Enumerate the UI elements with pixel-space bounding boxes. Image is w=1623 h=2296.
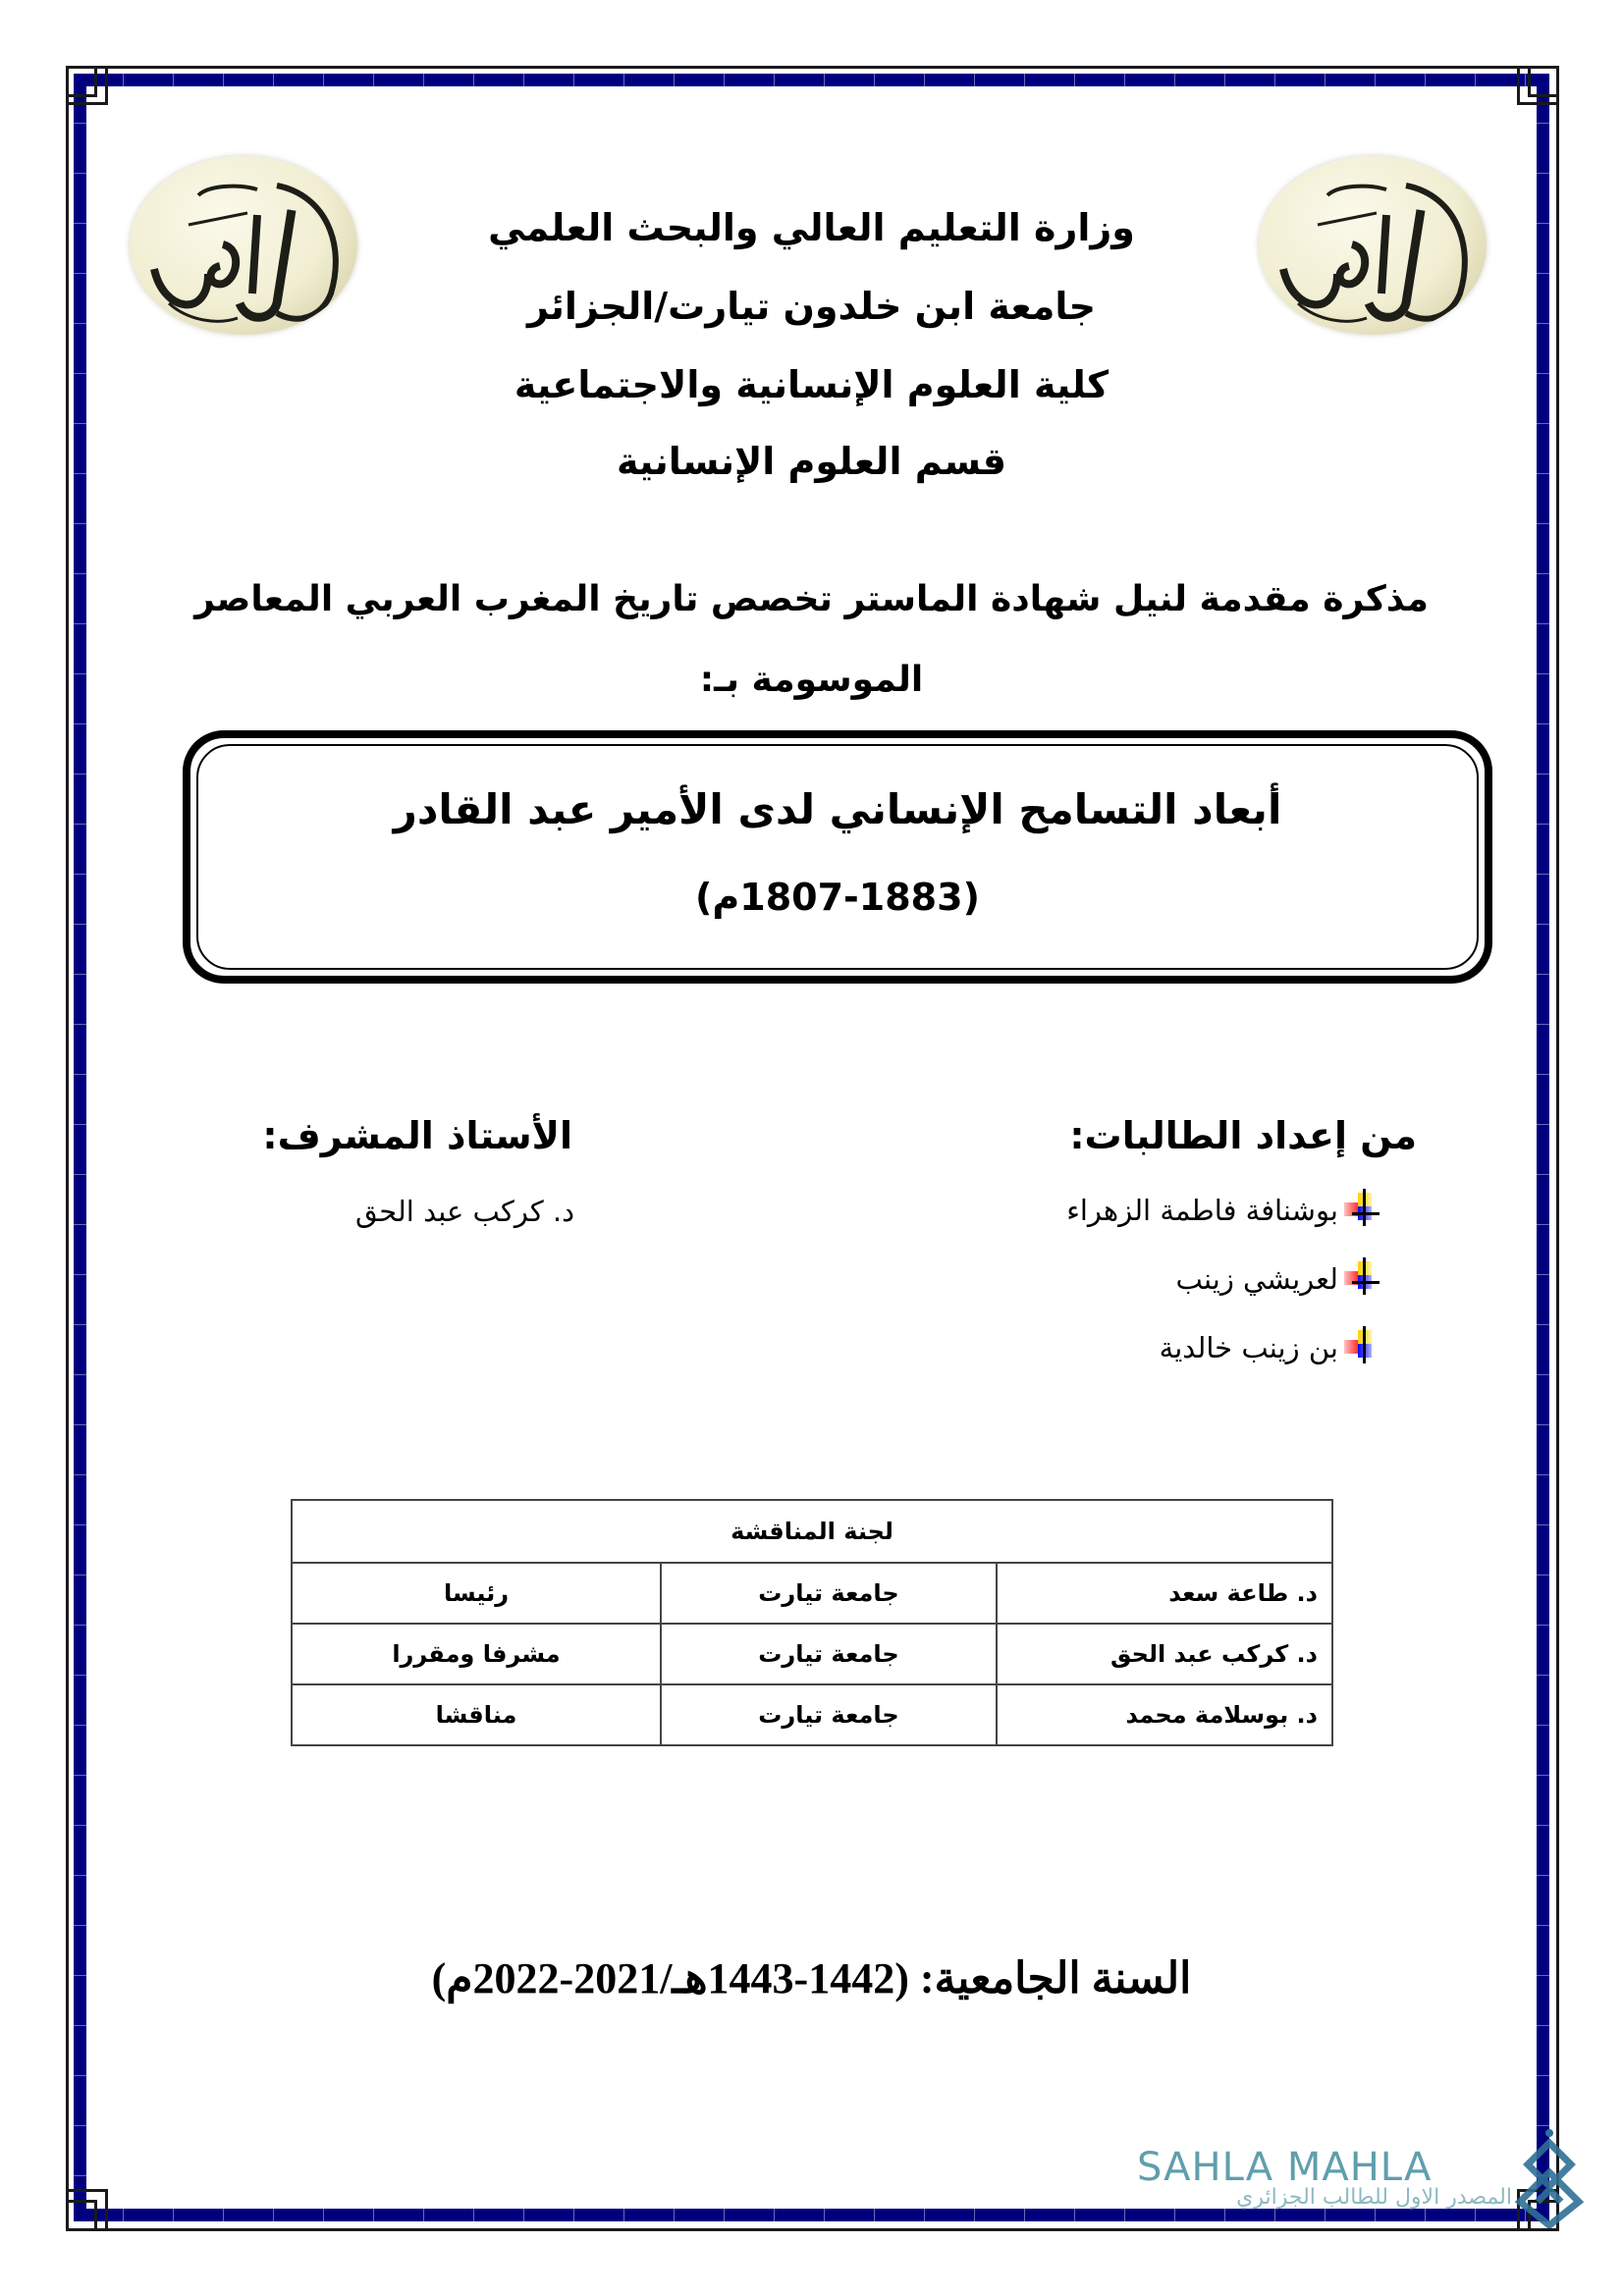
member-role: مشرفا ومقررا bbox=[292, 1624, 661, 1684]
colored-square-bullet-icon bbox=[1344, 1261, 1380, 1297]
member-university: جامعة تيارت bbox=[661, 1684, 997, 1745]
member-role: رئيسا bbox=[292, 1563, 661, 1624]
students-label: من إعداد الطالبات: bbox=[1069, 1114, 1417, 1157]
member-university: جامعة تيارت bbox=[661, 1624, 997, 1684]
member-role: مناقشا bbox=[292, 1684, 661, 1745]
frame-corner-ornament bbox=[66, 66, 108, 105]
ministry-name: وزارة التعليم العالي والبحث العلمي bbox=[488, 206, 1135, 249]
thesis-title: أبعاد التسامح الإنساني لدى الأمير عبد القادر bbox=[393, 785, 1282, 833]
university-name: جامعة ابن خلدون تيارت/الجزائر bbox=[527, 285, 1096, 328]
member-name: د. طاعة سعد bbox=[997, 1563, 1332, 1624]
member-name: د. كركب عبد الحق bbox=[997, 1624, 1332, 1684]
member-university: جامعة تيارت bbox=[661, 1563, 997, 1624]
watermark-subtitle: المصدر الاول للطالب الجزائري bbox=[1236, 2185, 1512, 2210]
table-row bbox=[292, 1563, 1332, 1624]
thesis-title-box bbox=[183, 730, 1492, 984]
colored-square-bullet-icon bbox=[1344, 1330, 1380, 1365]
thesis-years: (1807-1883م) bbox=[695, 876, 980, 919]
frame-band-top bbox=[74, 74, 1549, 86]
student-item bbox=[1160, 1330, 1380, 1365]
colored-square-bullet-icon bbox=[1344, 1193, 1380, 1228]
committee-table bbox=[291, 1499, 1333, 1746]
supervisor-name: د. كركب عبد الحق bbox=[355, 1195, 574, 1228]
table-row bbox=[292, 1684, 1332, 1745]
faculty-name: كلية العلوم الإنسانية والاجتماعية bbox=[514, 363, 1109, 406]
department-name: قسم العلوم الإنسانية bbox=[616, 440, 1007, 483]
student-item bbox=[1066, 1193, 1380, 1228]
committee-header-row bbox=[292, 1500, 1332, 1563]
student-name: لعريشي زينب bbox=[1175, 1262, 1338, 1296]
student-name: بن زينب خالدية bbox=[1159, 1331, 1338, 1364]
table-row bbox=[292, 1624, 1332, 1684]
student-name: بوشنافة فاطمة الزهراء bbox=[1066, 1194, 1338, 1227]
sahla-mahla-emblem-icon bbox=[1510, 2125, 1589, 2228]
watermark-title: SAHLA MAHLA bbox=[1137, 2145, 1433, 2190]
academic-year: السنة الجامعية: (1442-1443هـ/2021-2022م) bbox=[431, 1954, 1192, 2002]
member-name: د. بوسلامة محمد bbox=[997, 1684, 1332, 1745]
memo-description: مذكرة مقدمة لنيل شهادة الماستر تخصص تاريخ المغرب العربي المعاصر bbox=[194, 579, 1429, 619]
frame-band-bottom bbox=[74, 2209, 1549, 2221]
supervisor-label: الأستاذ المشرف: bbox=[262, 1114, 572, 1157]
committee-title: لجنة المناقشة bbox=[292, 1500, 1332, 1563]
frame-corner-ornament bbox=[1517, 66, 1559, 105]
frame-corner-ornament bbox=[66, 2189, 108, 2231]
thesis-title-inner-border bbox=[196, 744, 1479, 970]
student-item bbox=[1176, 1261, 1380, 1297]
memo-titled-label: الموسومة بـ: bbox=[699, 660, 924, 700]
